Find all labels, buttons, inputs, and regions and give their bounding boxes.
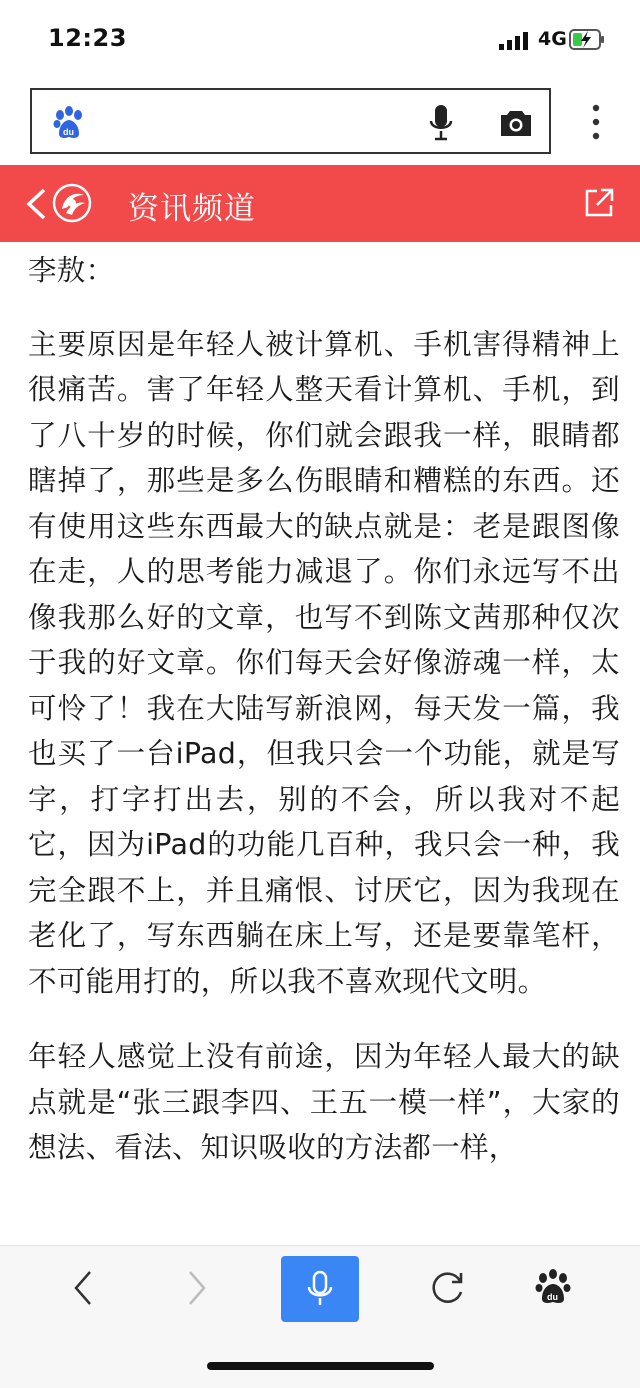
chevron-left-icon[interactable] [68, 1268, 98, 1308]
svg-text:du: du [63, 127, 74, 137]
chevron-left-icon[interactable] [24, 187, 48, 221]
status-bar [0, 0, 640, 80]
article-paragraph: 主要原因是年轻人被计算机、手机害得精神上很痛苦。害了年轻人整天看计算机、手机，到了八十岁的时候，你们就会跟我一样，眼睛都瞎掉了，那些是多么伤眼睛和糟糕的东西。还有使用这些东西最大的缺点就是：老是跟图像在走，人的思考能力减退了。你们永远写不出像我那么好的文章，也写不到陈文茜那种仅次于我的好文章。你们每天会好像游魂一样，太可怜了！我在大陆写新浪网，每天发一篇，我也买了一台iPad，但我只会一个功能，就是写字，打字打出去，别的不会，所以我对不起它，因为iPad的功能几百种，我只会一种，我完全跟不上，并且痛恨、讨厌它，因为我现在老化了，写东西躺在床上写，还是要靠笔杆，不可能用打的，所以我不喜欢现代文明。 [28, 327, 620, 998]
chevron-right-icon[interactable] [182, 1268, 212, 1308]
bottom-toolbar [0, 1245, 640, 1388]
microphone-icon [305, 1270, 335, 1308]
more-vertical-icon[interactable] [584, 102, 608, 142]
camera-icon[interactable] [499, 108, 533, 138]
battery-charging-icon [569, 29, 605, 50]
microphone-icon[interactable] [428, 104, 454, 142]
search-bar[interactable] [30, 88, 551, 154]
share-external-icon[interactable] [583, 187, 615, 219]
article-body [28, 242, 620, 1244]
article-speaker: 李敖： [28, 254, 115, 287]
baidu-paw-icon[interactable] [535, 1269, 571, 1305]
status-time: 12:23 [48, 24, 127, 52]
signal-strength-icon [499, 32, 529, 50]
home-indicator[interactable] [207, 1362, 434, 1370]
svg-text:du: du [547, 1292, 558, 1302]
refresh-icon[interactable] [430, 1270, 466, 1306]
channel-header [0, 165, 640, 242]
ifeng-logo-icon [52, 183, 92, 223]
article-paragraph: 年轻人感觉上没有前途，因为年轻人最大的缺点就是“张三跟李四、王五一模一样”，大家的想法、看法、知识吸收的方法都一样， [28, 1040, 620, 1164]
page-title: 资讯频道 [128, 191, 256, 227]
baidu-paw-icon [52, 106, 86, 140]
network-type: 4G [538, 28, 567, 50]
voice-search-button[interactable] [281, 1256, 359, 1322]
